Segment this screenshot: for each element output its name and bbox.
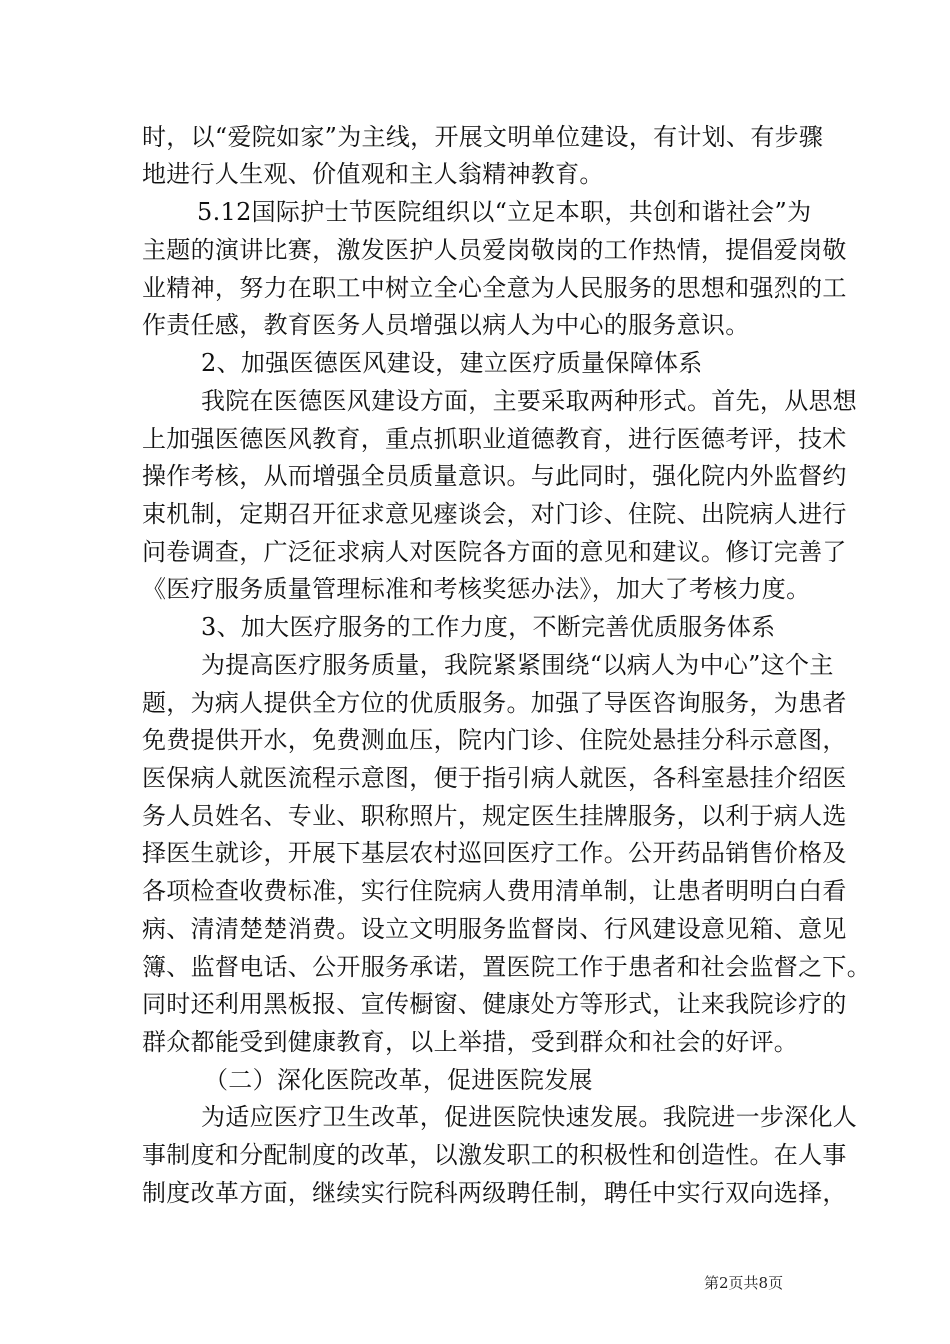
text-line: 问卷调查，广泛征求病人对医院各方面的意见和建议。修订完善了 (142, 538, 847, 566)
text-line: 为适应医疗卫生改革，促进医院快速发展。我院进一步深化人 (201, 1103, 858, 1131)
page-number: 第2页共8页 (704, 1274, 784, 1292)
text-line: 群众都能受到健康教育，以上举措，受到群众和社会的好评。 (142, 1028, 799, 1056)
text-line: 各项检查收费标准，实行住院病人费用清单制，让患者明明白白看 (142, 877, 847, 905)
text-line: 作责任感，教育医务人员增强以病人为中心的服务意识。 (142, 311, 750, 339)
text-line: 《医疗服务质量管理标准和考核奖惩办法》，加大了考核力度。 (142, 575, 811, 603)
text-line: 业精神，努力在职工中树立全心全意为人民服务的思想和强烈的工 (142, 274, 847, 302)
text-line: 束机制，定期召开征求意见瘗谈会，对门诊、住院、出院病人进行 (142, 500, 847, 528)
text-line: 同时还利用黑板报、宣传橱窗、健康处方等形式，让来我院诊疗的 (142, 990, 847, 1018)
text-line: 务人员姓名、专业、职称照片，规定医生挂牌服务，以利于病人选 (142, 802, 847, 830)
text-line: 医保病人就医流程示意图，便于指引病人就医，各科室悬挂介绍医 (142, 764, 847, 792)
text-line: 题，为病人提供全方位的优质服务。加强了导医咨询服务，为患者 (142, 689, 847, 717)
section-heading: 3、加大医疗服务的工作力度，不断完善优质服务体系 (201, 613, 776, 641)
text-line: 为提高医疗服务质量，我院紧紧围绕“以病人为中心”这个主 (201, 651, 834, 679)
text-line: 免费提供开水，免费测血压，院内门诊、住院处悬挂分科示意图， (142, 726, 847, 754)
text-line: 我院在医德医风建设方面，主要采取两种形式。首先，从思想 (201, 387, 858, 415)
text-line: 操作考核，从而增强全员质量意识。与此同时，强化院内外监督约 (142, 462, 847, 490)
text-line: 制度改革方面，继续实行院科两级聘任制，聘任中实行双向选择， (142, 1179, 847, 1207)
text-line: 5.12国际护士节医院组织以“立足本职，共创和谐社会”为 (197, 198, 812, 226)
text-line: 主题的演讲比赛，激发医护人员爱岗敬岗的工作热情，提倡爱岗敬 (142, 236, 847, 264)
section-heading: （二）深化医院改革，促进医院发展 (204, 1066, 593, 1094)
text-line: 择医生就诊，开展下基层农村巡回医疗工作。公开药品销售价格及 (142, 839, 847, 867)
text-line: 事制度和分配制度的改革，以激发职工的积极性和创造性。在人事 (142, 1141, 847, 1169)
text-line: 地进行人生观、价值观和主人翁精神教育。 (142, 160, 604, 188)
text-line: 簿、监督电话、公开服务承诺，置医院工作于患者和社会监督之下。 (142, 953, 871, 981)
section-heading: 2、加强医德医风建设，建立医疗质量保障体系 (201, 349, 703, 377)
text-line: 时，以“爱院如家”为主线，开展文明单位建设，有计划、有步骤 (142, 123, 824, 151)
text-line: 上加强医德医风教育，重点抓职业道德教育，进行医德考评，技术 (142, 425, 847, 453)
text-line: 病、清清楚楚消费。设立文明服务监督岗、行风建设意见箱、意见 (142, 915, 847, 943)
